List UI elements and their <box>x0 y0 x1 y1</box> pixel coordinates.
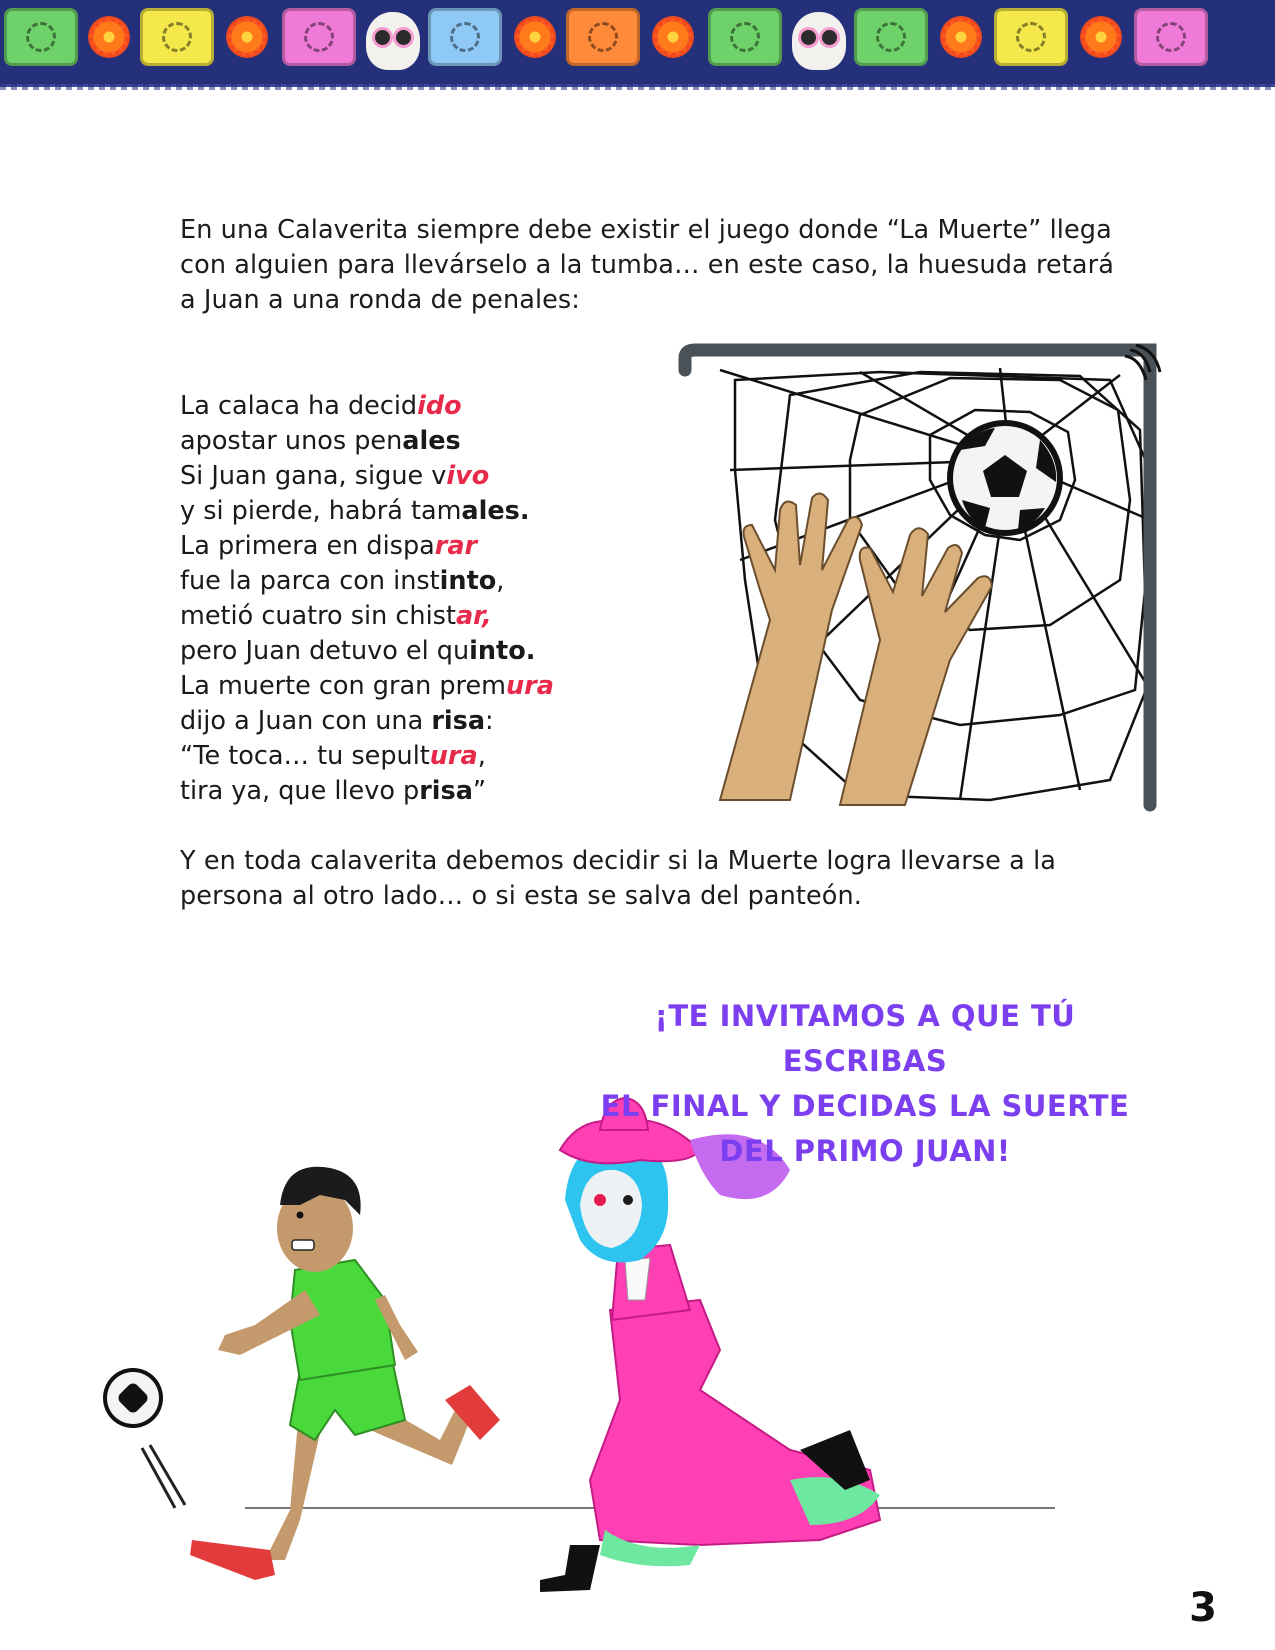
poem-line: metió cuatro sin chistar, <box>180 601 492 631</box>
poem-line: fue la parca con instinto, <box>180 566 505 596</box>
closing-paragraph: Y en toda calaverita debemos decidir si la Muerte logra llevarse a la persona al otro lado… o si esta se salva del panteón. <box>180 846 1057 911</box>
invitation-headline <box>575 994 1155 1174</box>
goalkeeper-hands <box>720 493 992 805</box>
poem-line: La muerte con gran premura <box>180 671 554 701</box>
poem-line: apostar unos penales <box>180 426 461 456</box>
juan-running-kicking-ball <box>190 1167 500 1580</box>
poem-line: La primera en disparar <box>180 531 478 561</box>
poem-line: pero Juan detuvo el quinto. <box>180 636 536 666</box>
invitation-line: DEL PRIMO JUAN! <box>719 1134 1011 1168</box>
intro-paragraph: En una Calaverita siempre debe existir el juego donde “La Muerte” llega con alguien para llevárselo a la tumba… en este caso, la huesuda retará a Juan a una ronda de penales: <box>180 215 1114 315</box>
invitation-line: EL FINAL Y DECIDAS LA SUERTE <box>600 1089 1130 1123</box>
poem-line: y si pierde, habrá tamales. <box>180 496 530 526</box>
invitation-line: ¡TE INVITAMOS A QUE TÚ ESCRIBAS <box>654 999 1076 1078</box>
poem-line: dijo a Juan con una risa: <box>180 706 494 736</box>
page-number: 3 <box>1189 1585 1217 1631</box>
red-sneaker-icon <box>190 1540 275 1580</box>
poem-line: “Te toca… tu sepultura, <box>180 741 486 771</box>
poem-line: Si Juan gana, sigue vivo <box>180 461 490 491</box>
poem-line: tira ya, que llevo prisa” <box>180 776 487 806</box>
poem-line: La calaca ha decidido <box>180 391 462 421</box>
soccer-ball-icon <box>947 420 1063 536</box>
kicked-soccer-ball-icon <box>103 1368 185 1508</box>
